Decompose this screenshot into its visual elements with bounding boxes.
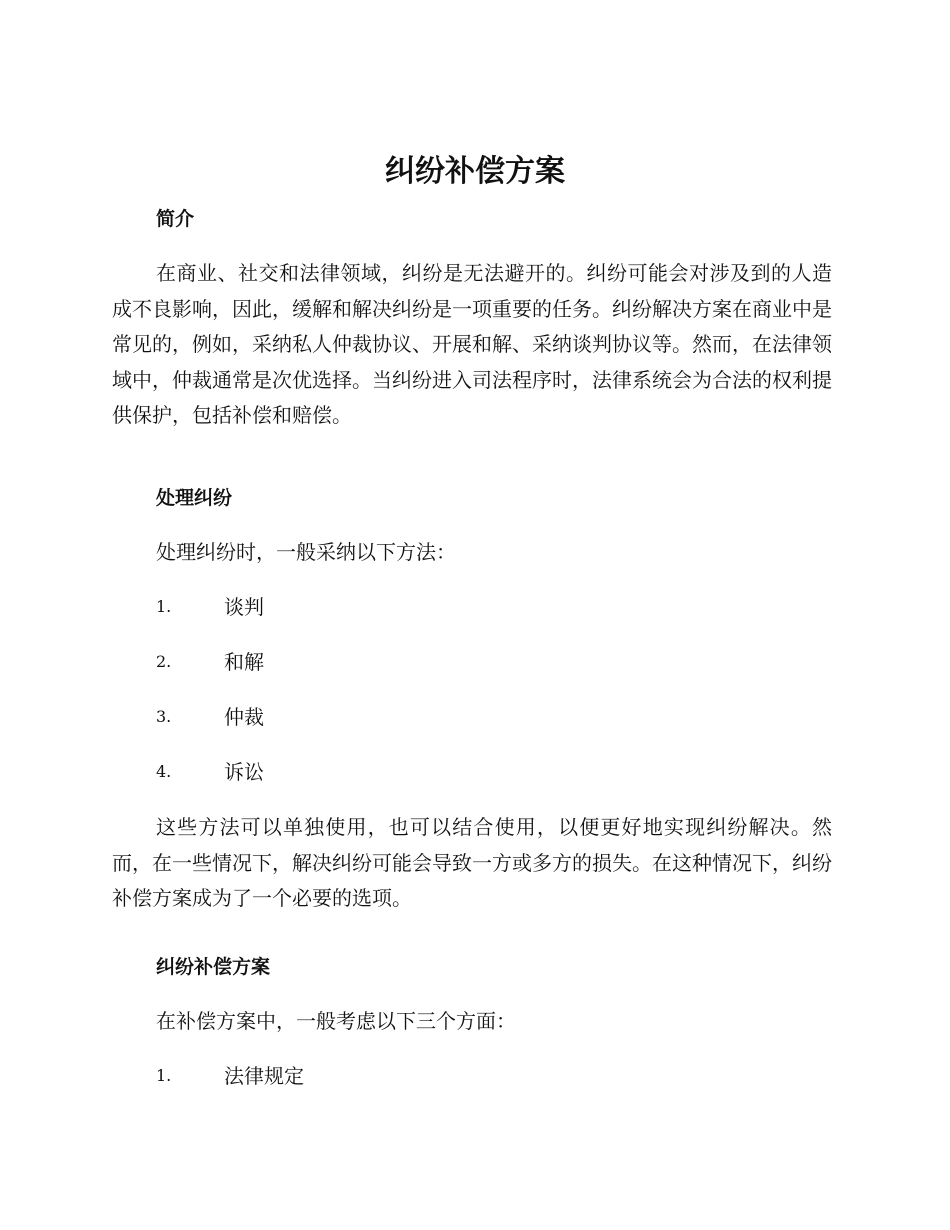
- section-heading-intro: 简介: [156, 208, 195, 230]
- list-item-number: 3.: [156, 707, 172, 726]
- handling-lead: 处理纠纷时，一般采纳以下方法：: [156, 540, 456, 564]
- handling-paragraph: 这些方法可以单独使用，也可以结合使用，以便更好地实现纠纷解决。然而，在一些情况下，解决纠纷可能会导致一方或多方的损失。在这种情况下，纠纷补偿方案成为了一个必要的选项。: [112, 815, 832, 910]
- intro-paragraph: 在商业、社交和法律领域，纠纷是无法避开的。纠纷可能会对涉及到的人造成不良影响，因此，缓解和解决纠纷是一项重要的任务。纠纷解决方案在商业中是常见的，例如，采纳私人仲裁协议、开展和解、采纳谈判协议等。然而，在法律领域中，仲裁通常是次优选择。当纠纷进入司法程序时，法律系统会为合法的权利提供保护，包括补偿和赔偿。: [112, 261, 832, 427]
- plan-lead: 在补偿方案中，一般考虑以下三个方面：: [156, 1009, 516, 1033]
- list-item-text: 和解: [224, 650, 264, 674]
- section-heading-handling: 处理纠纷: [156, 487, 233, 509]
- document-title: 纠纷补偿方案: [385, 154, 565, 189]
- list-item-number: 1.: [156, 1066, 172, 1085]
- list-item-text: 诉讼: [224, 760, 264, 784]
- list-item-text: 法律规定: [224, 1064, 304, 1088]
- list-item-text: 谈判: [224, 595, 264, 619]
- list-item-number: 1.: [156, 597, 172, 616]
- list-item-text: 仲裁: [224, 705, 264, 729]
- section-heading-plan: 纠纷补偿方案: [156, 956, 271, 978]
- list-item-number: 4.: [156, 762, 172, 781]
- list-item-number: 2.: [156, 652, 172, 671]
